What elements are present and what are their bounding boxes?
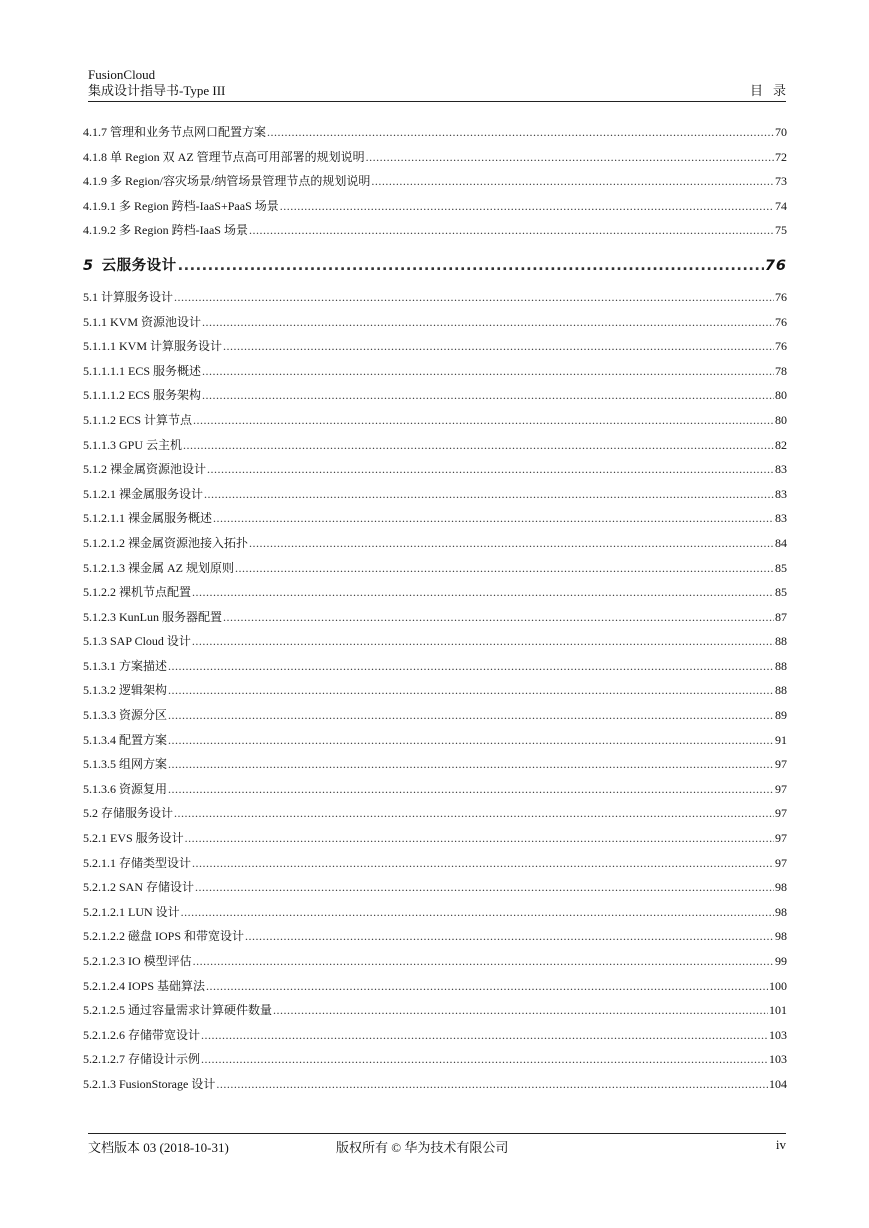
toc-leader-dots bbox=[183, 433, 774, 458]
header-brand: FusionCloud bbox=[88, 67, 156, 82]
toc-page-number: 85 bbox=[775, 585, 787, 600]
toc-entry-label: 5.1.2 裸金属资源池设计 bbox=[83, 462, 207, 477]
toc-leader-dots bbox=[195, 875, 774, 900]
toc-leader-dots bbox=[192, 629, 774, 654]
header-doc-title: 集成设计指导书-Type III bbox=[88, 83, 226, 98]
toc-page-number: 99 bbox=[775, 954, 787, 968]
toc-page-number: 88 bbox=[775, 634, 787, 649]
toc-page-number: 76 bbox=[775, 314, 787, 329]
toc-leader-dots bbox=[185, 826, 774, 851]
toc-page-number: 73 bbox=[775, 174, 787, 189]
toc-entry[interactable] bbox=[83, 826, 787, 851]
toc-entry-label: 5.1.1.1.1 ECS 服务概述 bbox=[83, 363, 202, 378]
toc-entry-label: 5.1.3.4 配置方案 bbox=[83, 732, 168, 747]
toc-leader-dots bbox=[168, 654, 774, 679]
toc-entry-label: 5.2.1.1 存储类型设计 bbox=[83, 855, 192, 870]
toc-page-number: 88 bbox=[775, 683, 787, 698]
toc-entry[interactable] bbox=[83, 654, 787, 679]
toc-entry-label: 4.1.9 多 Region/容灾场景/纳管场景管理节点的规划说明 bbox=[83, 174, 371, 189]
toc-entry[interactable] bbox=[83, 924, 787, 949]
toc-leader-dots bbox=[174, 801, 774, 826]
toc-leader-dots bbox=[249, 531, 774, 556]
toc-page-number: 72 bbox=[775, 149, 787, 164]
toc-entry[interactable] bbox=[83, 383, 787, 408]
toc-entry[interactable] bbox=[83, 531, 787, 556]
toc-entry[interactable] bbox=[83, 169, 787, 194]
toc-leader-dots bbox=[206, 974, 768, 999]
toc-leader-dots bbox=[193, 408, 774, 433]
header-section-label: 目录 bbox=[749, 83, 796, 98]
toc-entry[interactable] bbox=[83, 334, 787, 359]
toc-entry[interactable] bbox=[83, 1072, 787, 1097]
toc-entry-label: 5.1.2.1.2 裸金属资源池接入拓扑 bbox=[83, 535, 249, 550]
toc-page-number: 98 bbox=[775, 929, 787, 944]
header-row bbox=[88, 83, 796, 102]
toc-entry-label: 5.1.3.1 方案描述 bbox=[83, 658, 168, 673]
toc-entry-label: 5.1 计算服务设计 bbox=[83, 289, 174, 304]
toc-leader-dots bbox=[213, 506, 774, 531]
toc-entry-label: 5.1.1 KVM 资源池设计 bbox=[83, 314, 202, 329]
toc-page-number: 87 bbox=[775, 609, 787, 624]
footer-copyright: 版权所有 © 华为技术有限公司 bbox=[336, 1140, 509, 1155]
toc-entry-label: 5.2.1.2 SAN 存储设计 bbox=[83, 880, 195, 895]
toc-entry-label: 5.1.3.3 资源分区 bbox=[83, 708, 168, 723]
toc-chapter-entry[interactable] bbox=[83, 247, 787, 285]
toc-entry-label: 5.1.3.6 资源复用 bbox=[83, 781, 168, 796]
toc-entry[interactable] bbox=[83, 556, 787, 581]
toc-entry-label: 4.1.8 单 Region 双 AZ 管理节点高可用部署的规划说明 bbox=[83, 149, 365, 164]
table-of-contents bbox=[83, 120, 787, 1097]
toc-entry[interactable] bbox=[83, 408, 787, 433]
toc-chapter-title: 云服务设计 bbox=[101, 257, 177, 274]
toc-entry-label: 5.2.1.2.3 IO 模型评估 bbox=[83, 954, 192, 968]
toc-page-number: 103 bbox=[769, 1052, 787, 1067]
toc-entry[interactable] bbox=[83, 457, 787, 482]
toc-entry[interactable] bbox=[83, 506, 787, 531]
toc-entry-label: 5.1.2.1.3 裸金属 AZ 规划原则 bbox=[83, 560, 234, 575]
toc-entry-label: 5.1.1.1.2 ECS 服务架构 bbox=[83, 388, 202, 403]
toc-entry-label: 5.1.2.3 KunLun 服务器配置 bbox=[83, 609, 222, 624]
toc-entry-label: 5.1.3.5 组网方案 bbox=[83, 757, 168, 772]
toc-entry[interactable] bbox=[83, 900, 787, 925]
toc-entry[interactable] bbox=[83, 801, 787, 826]
toc-entry-label: 4.1.9.1 多 Region 跨档-IaaS+PaaS 场景 bbox=[83, 198, 279, 213]
toc-entry[interactable] bbox=[83, 974, 787, 999]
toc-entry[interactable] bbox=[83, 120, 787, 145]
toc-page-number: 101 bbox=[769, 1003, 787, 1018]
toc-entry-label: 4.1.9.2 多 Region 跨档-IaaS 场景 bbox=[83, 223, 248, 238]
toc-entry[interactable] bbox=[83, 145, 787, 170]
toc-page-number: 104 bbox=[769, 1076, 787, 1091]
toc-entry[interactable] bbox=[83, 703, 787, 728]
toc-page-number: 97 bbox=[775, 831, 787, 846]
toc-entry-label: 5.1.1.1 KVM 计算服务设计 bbox=[83, 339, 223, 354]
toc-entry[interactable] bbox=[83, 310, 787, 335]
toc-page-number: 76 bbox=[764, 257, 787, 274]
toc-entry[interactable] bbox=[83, 1023, 787, 1048]
toc-leader-dots bbox=[280, 194, 774, 219]
toc-entry-label bbox=[83, 251, 177, 281]
toc-leader-dots bbox=[168, 678, 774, 703]
toc-leader-dots bbox=[245, 924, 774, 949]
toc-leader-dots bbox=[181, 900, 774, 925]
toc-leader-dots bbox=[366, 145, 774, 170]
toc-entry[interactable] bbox=[83, 752, 787, 777]
toc-page-number: 74 bbox=[775, 198, 787, 213]
toc-entry[interactable] bbox=[83, 949, 787, 974]
toc-page-number: 97 bbox=[775, 757, 787, 772]
toc-entry[interactable] bbox=[83, 851, 787, 876]
toc-page-number: 88 bbox=[775, 658, 787, 673]
footer-page-number: iv bbox=[775, 1137, 786, 1152]
toc-entry-label: 5.1.1.2 ECS 计算节点 bbox=[83, 412, 193, 427]
toc-page-number: 82 bbox=[775, 437, 787, 452]
toc-leader-dots bbox=[192, 851, 774, 876]
toc-entry-label: 5.1.1.3 GPU 云主机 bbox=[83, 437, 183, 452]
toc-leader-dots bbox=[202, 310, 774, 335]
toc-leader-dots bbox=[201, 1047, 768, 1072]
toc-leader-dots bbox=[207, 457, 774, 482]
toc-entry[interactable] bbox=[83, 629, 787, 654]
toc-page-number: 100 bbox=[769, 978, 787, 993]
toc-page-number: 98 bbox=[775, 904, 787, 919]
toc-entry-label: 5.2.1.2.2 磁盘 IOPS 和带宽设计 bbox=[83, 929, 245, 944]
toc-entry-label: 5.2.1.2.6 存储带宽设计 bbox=[83, 1027, 201, 1042]
toc-entry[interactable] bbox=[83, 482, 787, 507]
toc-entry-label: 4.1.7 管理和业务节点网口配置方案 bbox=[83, 125, 267, 139]
toc-page-number: 89 bbox=[775, 708, 787, 723]
toc-entry-label: 5.2 存储服务设计 bbox=[83, 806, 174, 821]
toc-entry-label: 5.1.2.1 裸金属服务设计 bbox=[83, 486, 204, 501]
toc-leader-dots bbox=[235, 556, 774, 581]
toc-leader-dots bbox=[168, 752, 774, 777]
toc-leader-dots bbox=[216, 1072, 768, 1097]
toc-entry[interactable] bbox=[83, 1047, 787, 1072]
toc-leader-dots bbox=[201, 1023, 768, 1048]
toc-leader-dots bbox=[267, 120, 774, 145]
page-footer bbox=[88, 1133, 786, 1156]
toc-leader-dots bbox=[202, 359, 774, 384]
toc-leader-dots bbox=[174, 285, 774, 310]
toc-entry-label: 5.2.1.2.5 通过容量需求计算硬件数量 bbox=[83, 1003, 273, 1018]
toc-entry[interactable] bbox=[83, 678, 787, 703]
page-header bbox=[88, 67, 796, 102]
toc-page-number: 97 bbox=[775, 781, 787, 796]
toc-page-number: 97 bbox=[775, 855, 787, 870]
toc-entry-label: 5.2.1 EVS 服务设计 bbox=[83, 831, 184, 846]
toc-entry-label: 5.1.2.2 裸机节点配置 bbox=[83, 585, 192, 600]
toc-page-number: 103 bbox=[769, 1027, 787, 1042]
toc-entry-label: 5.2.1.3 FusionStorage 设计 bbox=[83, 1076, 216, 1091]
toc-page-number: 76 bbox=[775, 339, 787, 354]
toc-entry[interactable] bbox=[83, 728, 787, 753]
toc-entry[interactable] bbox=[83, 875, 787, 900]
toc-page-number: 84 bbox=[775, 535, 787, 550]
toc-entry[interactable] bbox=[83, 218, 787, 243]
toc-leader-dots bbox=[204, 482, 774, 507]
toc-page-number: 91 bbox=[775, 732, 787, 747]
toc-leader-dots bbox=[249, 218, 774, 243]
toc-leader-dots bbox=[223, 605, 774, 630]
toc-page-number: 80 bbox=[775, 388, 787, 403]
toc-entry-label: 5.2.1.2.1 LUN 设计 bbox=[83, 904, 180, 919]
toc-page-number: 75 bbox=[775, 223, 787, 238]
toc-entry[interactable] bbox=[83, 605, 787, 630]
toc-page-number: 76 bbox=[775, 289, 787, 304]
toc-leader-dots bbox=[273, 998, 768, 1023]
toc-page-number: 85 bbox=[775, 560, 787, 575]
toc-leader-dots bbox=[168, 777, 774, 802]
toc-page-number: 98 bbox=[775, 880, 787, 895]
toc-page-number: 80 bbox=[775, 412, 787, 427]
toc-entry[interactable] bbox=[83, 777, 787, 802]
toc-leader-dots bbox=[202, 383, 774, 408]
toc-page-number: 83 bbox=[775, 511, 787, 526]
toc-entry-label: 5.1.3.2 逻辑架构 bbox=[83, 683, 168, 698]
toc-chapter-number: 5 bbox=[83, 257, 94, 274]
toc-entry[interactable] bbox=[83, 580, 787, 605]
toc-entry[interactable] bbox=[83, 998, 787, 1023]
footer-version: 文档版本 03 (2018-10-31) bbox=[88, 1140, 229, 1155]
toc-entry[interactable] bbox=[83, 433, 787, 458]
toc-leader-dots bbox=[223, 334, 774, 359]
toc-entry[interactable] bbox=[83, 359, 787, 384]
toc-leader-dots bbox=[192, 580, 774, 605]
toc-page-number: 83 bbox=[775, 462, 787, 477]
toc-page-number: 78 bbox=[775, 363, 787, 378]
toc-leader-dots bbox=[193, 949, 774, 974]
toc-entry-label: 5.1.3 SAP Cloud 设计 bbox=[83, 634, 191, 649]
toc-leader-dots bbox=[168, 703, 774, 728]
toc-leader-dots bbox=[371, 169, 774, 194]
toc-entry[interactable] bbox=[83, 285, 787, 310]
toc-page-number: 70 bbox=[775, 125, 787, 139]
toc-entry[interactable] bbox=[83, 194, 787, 219]
toc-page-number: 83 bbox=[775, 486, 787, 501]
toc-entry-label: 5.1.2.1.1 裸金属服务概述 bbox=[83, 511, 213, 526]
toc-entry-label: 5.2.1.2.4 IOPS 基础算法 bbox=[83, 978, 206, 993]
toc-page-number: 97 bbox=[775, 806, 787, 821]
toc-entry-label: 5.2.1.2.7 存储设计示例 bbox=[83, 1052, 201, 1067]
toc-leader-dots bbox=[168, 728, 774, 753]
toc-leader-dots bbox=[178, 251, 764, 281]
